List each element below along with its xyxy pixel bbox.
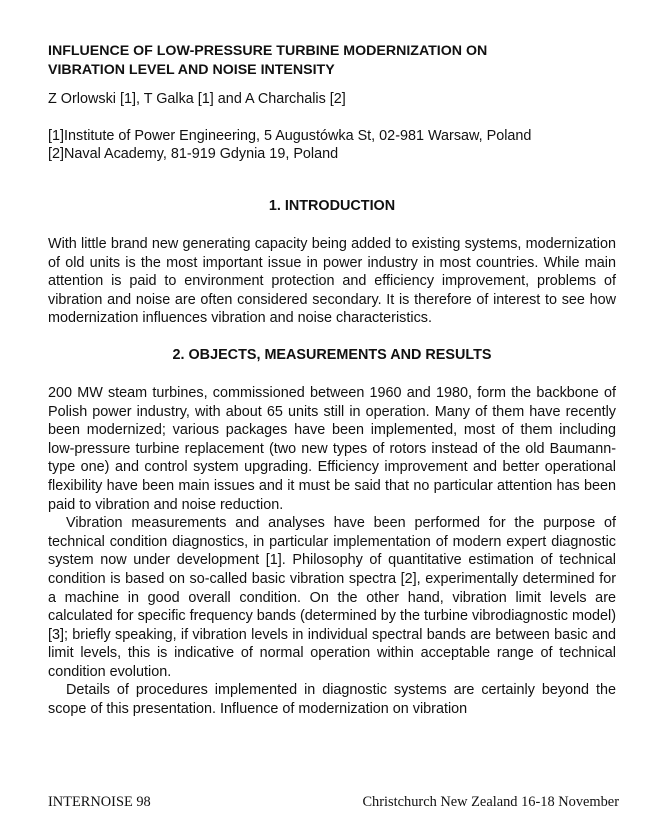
paper-affiliations	[48, 127, 616, 163]
paper-authors: Z Orlowski [1], T Galka [1] and A Charchalis [2]	[48, 91, 346, 107]
results-paragraph-3: Details of procedures implemented in diagnostic systems are certainly beyond the scope of this presentation. Influence of modernization on vibration	[48, 682, 616, 718]
section-heading-objects-measurements-results: 2. OBJECTS, MEASUREMENTS AND RESULTS	[172, 346, 492, 363]
paper-page	[48, 42, 616, 719]
section-heading-introduction: 1. INTRODUCTION	[268, 198, 396, 214]
footer-location-date: Christchurch New Zealand 16-18 November	[362, 794, 619, 810]
affiliation-1: [1]Institute of Power Engineering, 5 Augustówka St, 02-981 Warsaw, Poland	[48, 128, 532, 144]
results-paragraph-2: Vibration measurements and analyses have been performed for the purpose of technical condition diagnostics, in particular implementation of modern expert diagnostic system now under development [1]. Philosophy of quantitative estimation of technical condition is based on so-called basic vibration spectra [2], experimentally determined for a machine in good overall condition. On the other hand, vibration limit levels are calculated for specific frequency bands (determined by the turbine vibrodiagnostic model) [3]; briefly speaking, if vibration levels in individual spectral bands are between basic and limit levels, this is indicative of normal operation within acceptable range of technical condition evolution.	[48, 515, 616, 680]
section-introduction	[48, 197, 616, 328]
intro-paragraph: With little brand new generating capacity being added to existing systems, modernization of old units is the most important issue in power industry in most countries. While main attention is paid to environment protection and efficiency improvement, problems of vibration and noise are often considered secondary. It is therefore of interest to see how modernization influences vibration and noise characteristics.	[48, 236, 616, 327]
footer-conference: INTERNOISE 98	[48, 794, 151, 810]
section-objects-measurements-results	[48, 346, 616, 719]
paper-title-line-1: INFLUENCE OF LOW-PRESSURE TURBINE MODERNIZATION ON	[48, 43, 488, 59]
paper-title-line-2: VIBRATION LEVEL AND NOISE INTENSITY	[48, 62, 335, 78]
results-paragraph-1: 200 MW steam turbines, commissioned between 1960 and 1980, form the backbone of Polish power industry, with about 65 units still in operation. Many of them have recently been modernized; various packages have been implemented, most of them including low-pressure turbine replacement (two new types of rotors instead of the old Baumann-type one) and control system upgrading. Efficiency improvement and better operational flexibility have been main issues and it must be said that no particular attention has been paid to vibration and noise reduction.	[48, 384, 616, 513]
affiliation-2: [2]Naval Academy, 81-919 Gdynia 19, Poland	[48, 146, 339, 162]
paper-title	[48, 42, 616, 80]
